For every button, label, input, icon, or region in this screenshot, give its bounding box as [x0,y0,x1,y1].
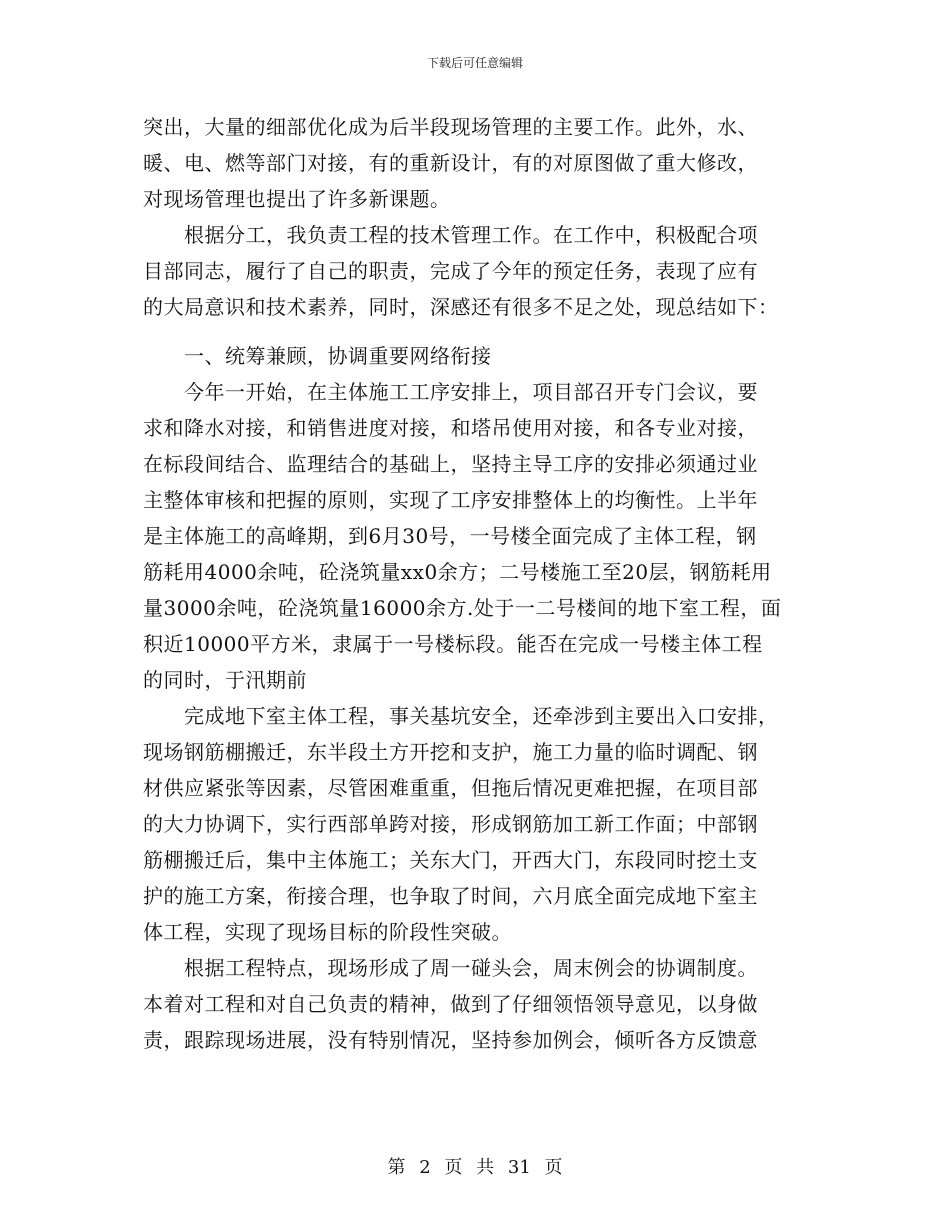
text-line: 对现场管理也提出了许多新课题。 [143,187,451,211]
text-line: 求和降水对接，和销售进度对接，和塔吊使用对接，和各专业对接， [143,416,758,440]
text-line: 筋棚搬迁后，集中主体施工；关东大门，开西大门，东段同时挖土支 [143,848,758,872]
text-line: 体工程，实现了现场目标的阶段性突破。 [143,920,512,944]
page-header: 下载后可任意编辑 [426,56,523,70]
text-line: 是主体施工的高峰期，到6月30号，一号楼全面完成了主体工程，钢 [143,524,757,548]
text-line: 完成地下室主体工程，事关基坑安全，还牵涉到主要出入口安排， [143,704,779,728]
total-page-count: 31 [507,1157,531,1178]
text-line: 积近10000平方米，隶属于一号楼标段。能否在完成一号楼主体工程 [143,632,763,656]
footer-prefix: 第 [387,1157,406,1178]
current-page-number: 2 [419,1157,431,1178]
text-line: 根据工程特点，现场形成了周一碰头会，周末例会的协调制度。 [143,956,758,980]
text-line: 在标段间结合、监理结合的基础上，坚持主导工序的安排必须通过业 [143,452,758,476]
paragraph-block-b [143,338,823,1058]
text-line: 的大力协调下，实行西部单跨对接，形成钢筋加工新工作面；中部钢 [143,812,758,836]
text-line: 材供应紧张等因素，尽管困难重重，但拖后情况更难把握，在项目部 [143,776,758,800]
footer-suffix: 页 [544,1157,563,1178]
text-line: 目部同志，履行了自己的职责，完成了今年的预定任务，表现了应有 [143,259,758,283]
text-line: 量3000余吨，砼浇筑量16000余方.处于一二号楼间的地下室工程，面 [143,596,782,620]
paragraph-block-a [143,109,823,325]
page-footer [0,1153,950,1179]
footer-page-word: 页 [444,1157,463,1178]
text-line: 责，跟踪现场进展，没有特别情况，坚持参加例会，倾听各方反馈意 [143,1028,758,1052]
text-line: 本着对工程和对自己负责的精神，做到了仔细领悟领导意见，以身做 [143,992,758,1016]
section-heading: 一、统筹兼顾，协调重要网络衔接 [143,344,492,368]
text-line: 筋耗用4000余吨，砼浇筑量xx0余方；二号楼施工至20层，钢筋耗用 [143,560,772,584]
text-line: 暖、电、燃等部门对接，有的重新设计，有的对原图做了重大修改， [143,151,758,175]
text-line: 根据分工，我负责工程的技术管理工作。在工作中，积极配合项 [143,223,758,247]
text-line: 现场钢筋棚搬迁，东半段土方开挖和支护，施工力量的临时调配、钢 [143,740,758,764]
text-line: 今年一开始，在主体施工工序安排上，项目部召开专门会议，要 [143,380,758,404]
text-line: 的大局意识和技术素养，同时，深感还有很多不足之处，现总结如下： [143,295,779,319]
footer-total-word: 共 [476,1157,495,1178]
text-line: 护的施工方案，衔接合理，也争取了时间，六月底全面完成地下室主 [143,884,758,908]
text-line: 主整体审核和把握的原则，实现了工序安排整体上的均衡性。上半年 [143,488,758,512]
text-line: 的同时，于汛期前 [143,668,307,692]
text-line: 突出，大量的细部优化成为后半段现场管理的主要工作。此外，水、 [143,115,758,139]
